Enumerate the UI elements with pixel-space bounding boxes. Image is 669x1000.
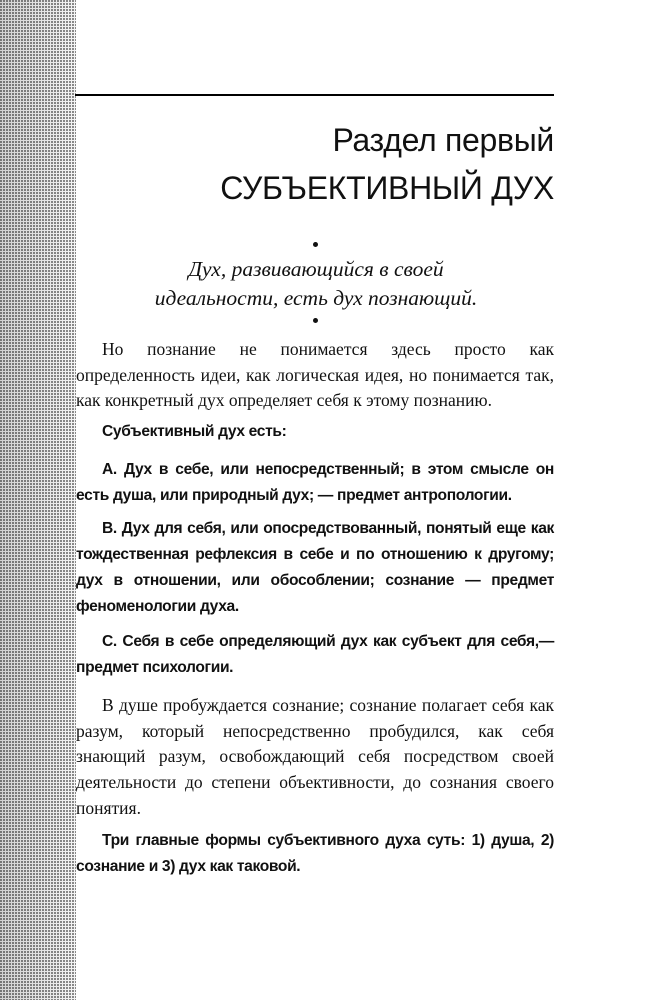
ornament-dot-bottom [313, 318, 318, 323]
epigraph [100, 255, 532, 313]
paragraph-three-forms: Три главные формы субъективного духа суть: 1) душа, 2) сознание и 3) дух как таковой. [76, 832, 554, 875]
paragraph-consciousness: В душе пробуждается сознание; сознание полагает себя как разум, который непосредственно пробудился, как себя знающий разум, освобождающий себя посредством своей деятельности до степени объективности, до сознания своего понятия. [76, 695, 554, 818]
ornament-dot-top [313, 242, 318, 247]
paragraph-c: C. Себя в себе определяющий дух как субъект для себя,— предмет психологии. [76, 633, 554, 676]
epigraph-line: идеальности, есть дух познающий. [154, 286, 478, 310]
paragraph-intro: Но познание не понимается здесь просто как определенность идеи, как логическая идея, но понимается так, как конкретный дух определяет себя к этому познанию. [76, 339, 554, 411]
section-heading [220, 116, 554, 212]
paragraph-b: B. Дух для себя, или опосредствованный, понятый еще как тождественная рефлексия в себе и по отношению к другому; дух в отношении, или обособлении; сознание — предмет феноменологии духа. [76, 520, 554, 615]
paragraph-a: A. Дух в себе, или непосредственный; в этом смысле он есть душа, или природный дух; — предмет антропологии. [76, 461, 554, 504]
paragraph-subjective-spirit: Субъективный дух есть: [102, 423, 287, 440]
halftone-margin [0, 0, 76, 1000]
section-title: СУБЪЕКТИВНЫЙ ДУХ [220, 170, 554, 206]
header-rule [75, 94, 554, 96]
epigraph-line: Дух, развивающийся в своей [188, 257, 444, 281]
section-number: Раздел первый [332, 122, 554, 158]
